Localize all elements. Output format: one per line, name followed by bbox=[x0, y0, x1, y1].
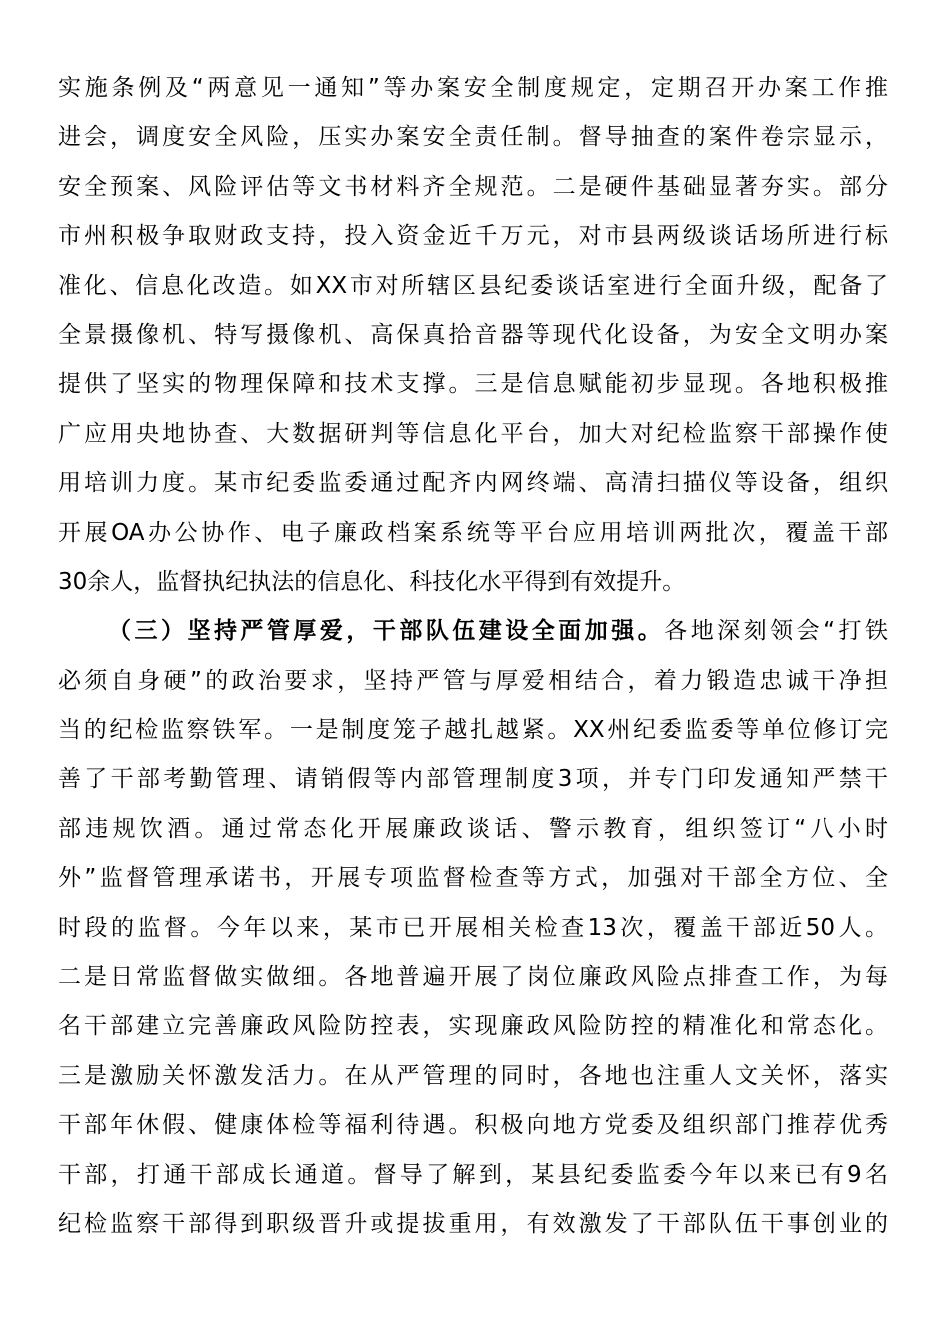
paragraph-2-first-line bbox=[58, 607, 888, 656]
text-line: 提供了坚实的物理保障和技术支撑。三是信息赋能初步显现。各地积极推 bbox=[58, 371, 888, 398]
text-line: 安全预案、风险评估等文书材料齐全规范。二是硬件基础显著夯实。部分 bbox=[58, 173, 888, 200]
text-line: 用培训力度。某市纪委监委通过配齐内网终端、高清扫描仪等设备，组织 bbox=[58, 470, 888, 497]
text-line: 时段的监督。今年以来，某市已开展相关检查13次，覆盖干部近50人。 bbox=[58, 914, 888, 941]
text-line: 干部年休假、健康体检等福利待遇。积极向地方党委及组织部门推荐优秀 bbox=[58, 1112, 888, 1139]
text-line: 必须自身硬”的政治要求，坚持严管与厚爱相结合，着力锻造忠诚干净担 bbox=[58, 667, 888, 694]
text-line: 三是激励关怀激发活力。在从严管理的同时，各地也注重人文关怀，落实 bbox=[58, 1062, 888, 1089]
section-heading: （三）坚持严管厚爱，干部队伍建设全面加强。 bbox=[108, 618, 665, 645]
text-line: 实施条例及“两意见一通知”等办案安全制度规定，定期召开办案工作推 bbox=[58, 75, 888, 101]
text-line: 30余人，监督执纪执法的信息化、科技化水平得到有效提升。 bbox=[58, 568, 686, 595]
text-line: 外”监督管理承诺书，开展专项监督检查等方式，加强对干部全方位、全 bbox=[58, 865, 888, 892]
text-line: 市州积极争取财政支持，投入资金近千万元，对市县两级谈话场所进行标 bbox=[58, 223, 888, 250]
text-line: 名干部建立完善廉政风险防控表，实现廉政风险防控的精准化和常态化。 bbox=[58, 1013, 888, 1040]
text-line: 纪检监察干部得到职级晋升或提拔重用，有效激发了干部队伍干事创业的 bbox=[58, 1210, 888, 1237]
text-line: 广应用央地协查、大数据研判等信息化平台，加大对纪检监察干部操作使 bbox=[58, 420, 888, 447]
text-line: 准化、信息化改造。如XX市对所辖区县纪委谈话室进行全面升级，配备了 bbox=[58, 272, 888, 299]
text-run: 各地深刻领会“打铁 bbox=[664, 618, 888, 645]
text-line: 开展OA办公协作、电子廉政档案系统等平台应用培训两批次，覆盖干部 bbox=[58, 519, 888, 546]
document-page bbox=[58, 64, 888, 1249]
text-line: 二是日常监督做实做细。各地普遍开展了岗位廉政风险点排查工作，为每 bbox=[58, 964, 888, 991]
paragraph-2 bbox=[58, 607, 888, 1249]
paragraph-1 bbox=[58, 64, 888, 607]
text-line: 全景摄像机、特写摄像机、高保真拾音器等现代化设备，为安全文明办案 bbox=[58, 321, 888, 348]
text-line: 当的纪检监察铁军。一是制度笼子越扎越紧。XX州纪委监委等单位修订完 bbox=[58, 717, 888, 744]
text-line: 善了干部考勤管理、请销假等内部管理制度3项，并专门印发通知严禁干 bbox=[58, 766, 888, 793]
text-line: 干部，打通干部成长通道。督导了解到，某县纪委监委今年以来已有9名 bbox=[58, 1161, 888, 1188]
text-line: 进会，调度安全风险，压实办案安全责任制。督导抽查的案件卷宗显示， bbox=[58, 124, 888, 151]
text-line: 部违规饮酒。通过常态化开展廉政谈话、警示教育，组织签订“八小时 bbox=[58, 815, 888, 842]
